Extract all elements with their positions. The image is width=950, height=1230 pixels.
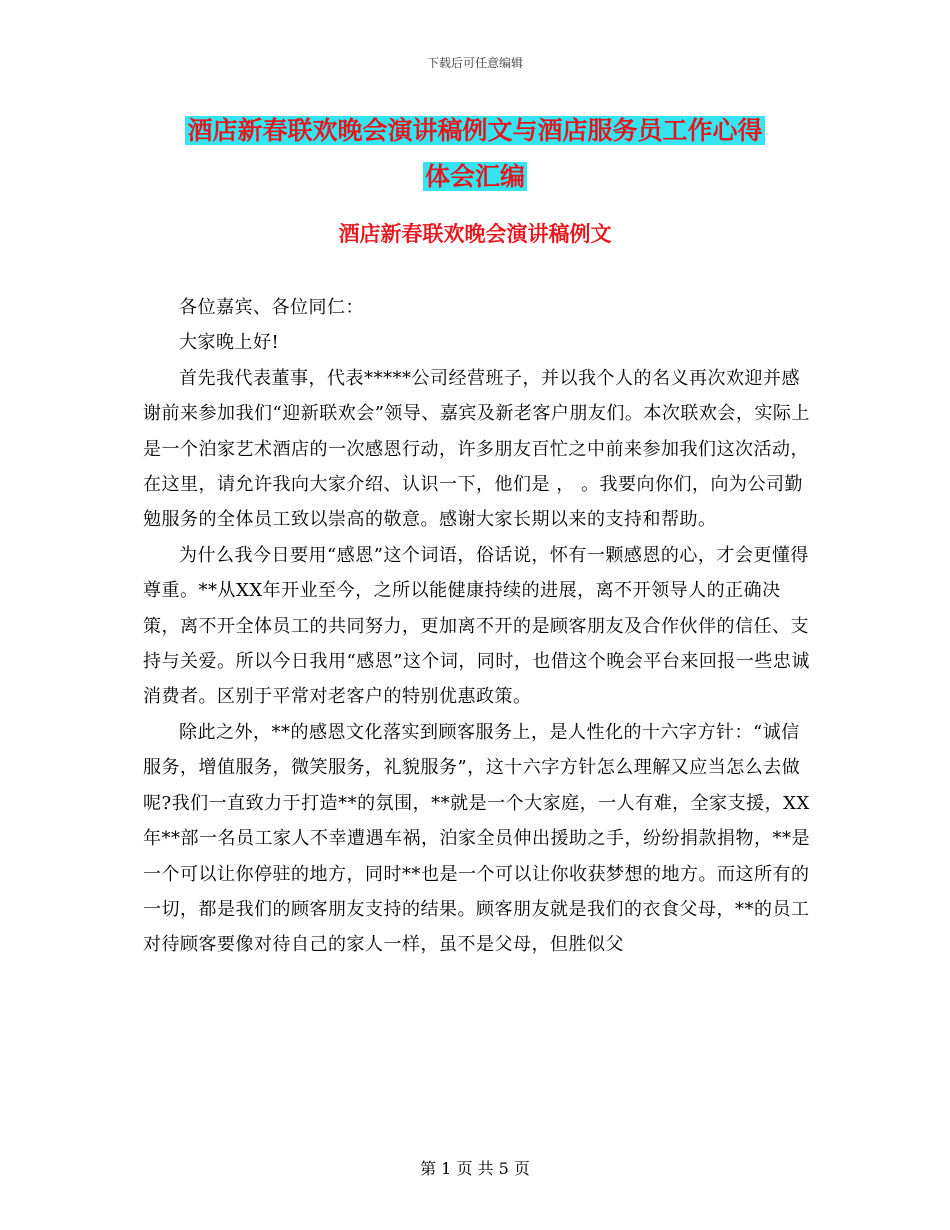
paragraph: 为什么我今日要用“感恩”这个词语，俗话说，怀有一颗感恩的心，才会更懂得尊重。**从XX年开业至今，之所以能健康持续的进展，离不开领导人的正确决策，离不开全体员工的共同努力，更加离不开的是顾客朋友及合作伙伴的信任、支持与关爱。所以今日我用“感恩”这个词，同时，也借这个晚会平台来回报一些忠诚消费者。区别于平常对老客户的特别优惠政策。 xyxy=(143,544,810,708)
paragraph-greeting: 大家晚上好! xyxy=(179,332,280,354)
document-title xyxy=(130,108,820,200)
page-number: 第 1 页 共 5 页 xyxy=(420,1159,530,1178)
header-note: 下载后可任意编辑 xyxy=(426,56,523,70)
paragraph-salutation: 各位嘉宾、各位同仁： xyxy=(179,297,364,318)
title-line-2: 体会汇编 xyxy=(424,162,525,191)
document-body xyxy=(143,290,811,963)
paragraph: 首先我代表董事，代表*****公司经营班子，并以我个人的名义再次欢迎并感谢前来参加我们“迎新联欢会”领导、嘉宾及新老客户朋友们。本次联欢会，实际上是一个泊家艺术酒店的一次感恩行动，许多朋友百忙之中前来参加我们这次活动，在这里，请允许我向大家介绍、认识一下，他们是 ， 。我要向你们，向为公司勤勉服务的全体员工致以崇高的敬意。感谢大家长期以来的支持和帮助。 xyxy=(143,367,810,531)
title-line-1: 酒店新春联欢晚会演讲稿例文与酒店服务员工作心得 xyxy=(187,116,763,145)
section-title: 酒店新春联欢晚会演讲稿例文 xyxy=(338,221,612,246)
paragraph: 除此之外，**的感恩文化落实到顾客服务上，是人性化的十六字方针：“诚信服务，增值服务，微笑服务，礼貌服务”，这十六字方针怎么理解又应当怎么去做呢?我们一直致力于打造**的氛围，**就是一个大家庭，一人有难，全家支援，XX年**部一名员工家人不幸遭遇车祸，泊家全员伸出援助之手，纷纷捐款捐物，**是一个可以让你停驻的地方，同时**也是一个可以让你收获梦想的地方。而这所有的一切，都是我们的顾客朋友支持的结果。顾客朋友就是我们的衣食父母，**的员工对待顾客要像对待自己的家人一样，虽不是父母，但胜似父 xyxy=(143,721,810,956)
